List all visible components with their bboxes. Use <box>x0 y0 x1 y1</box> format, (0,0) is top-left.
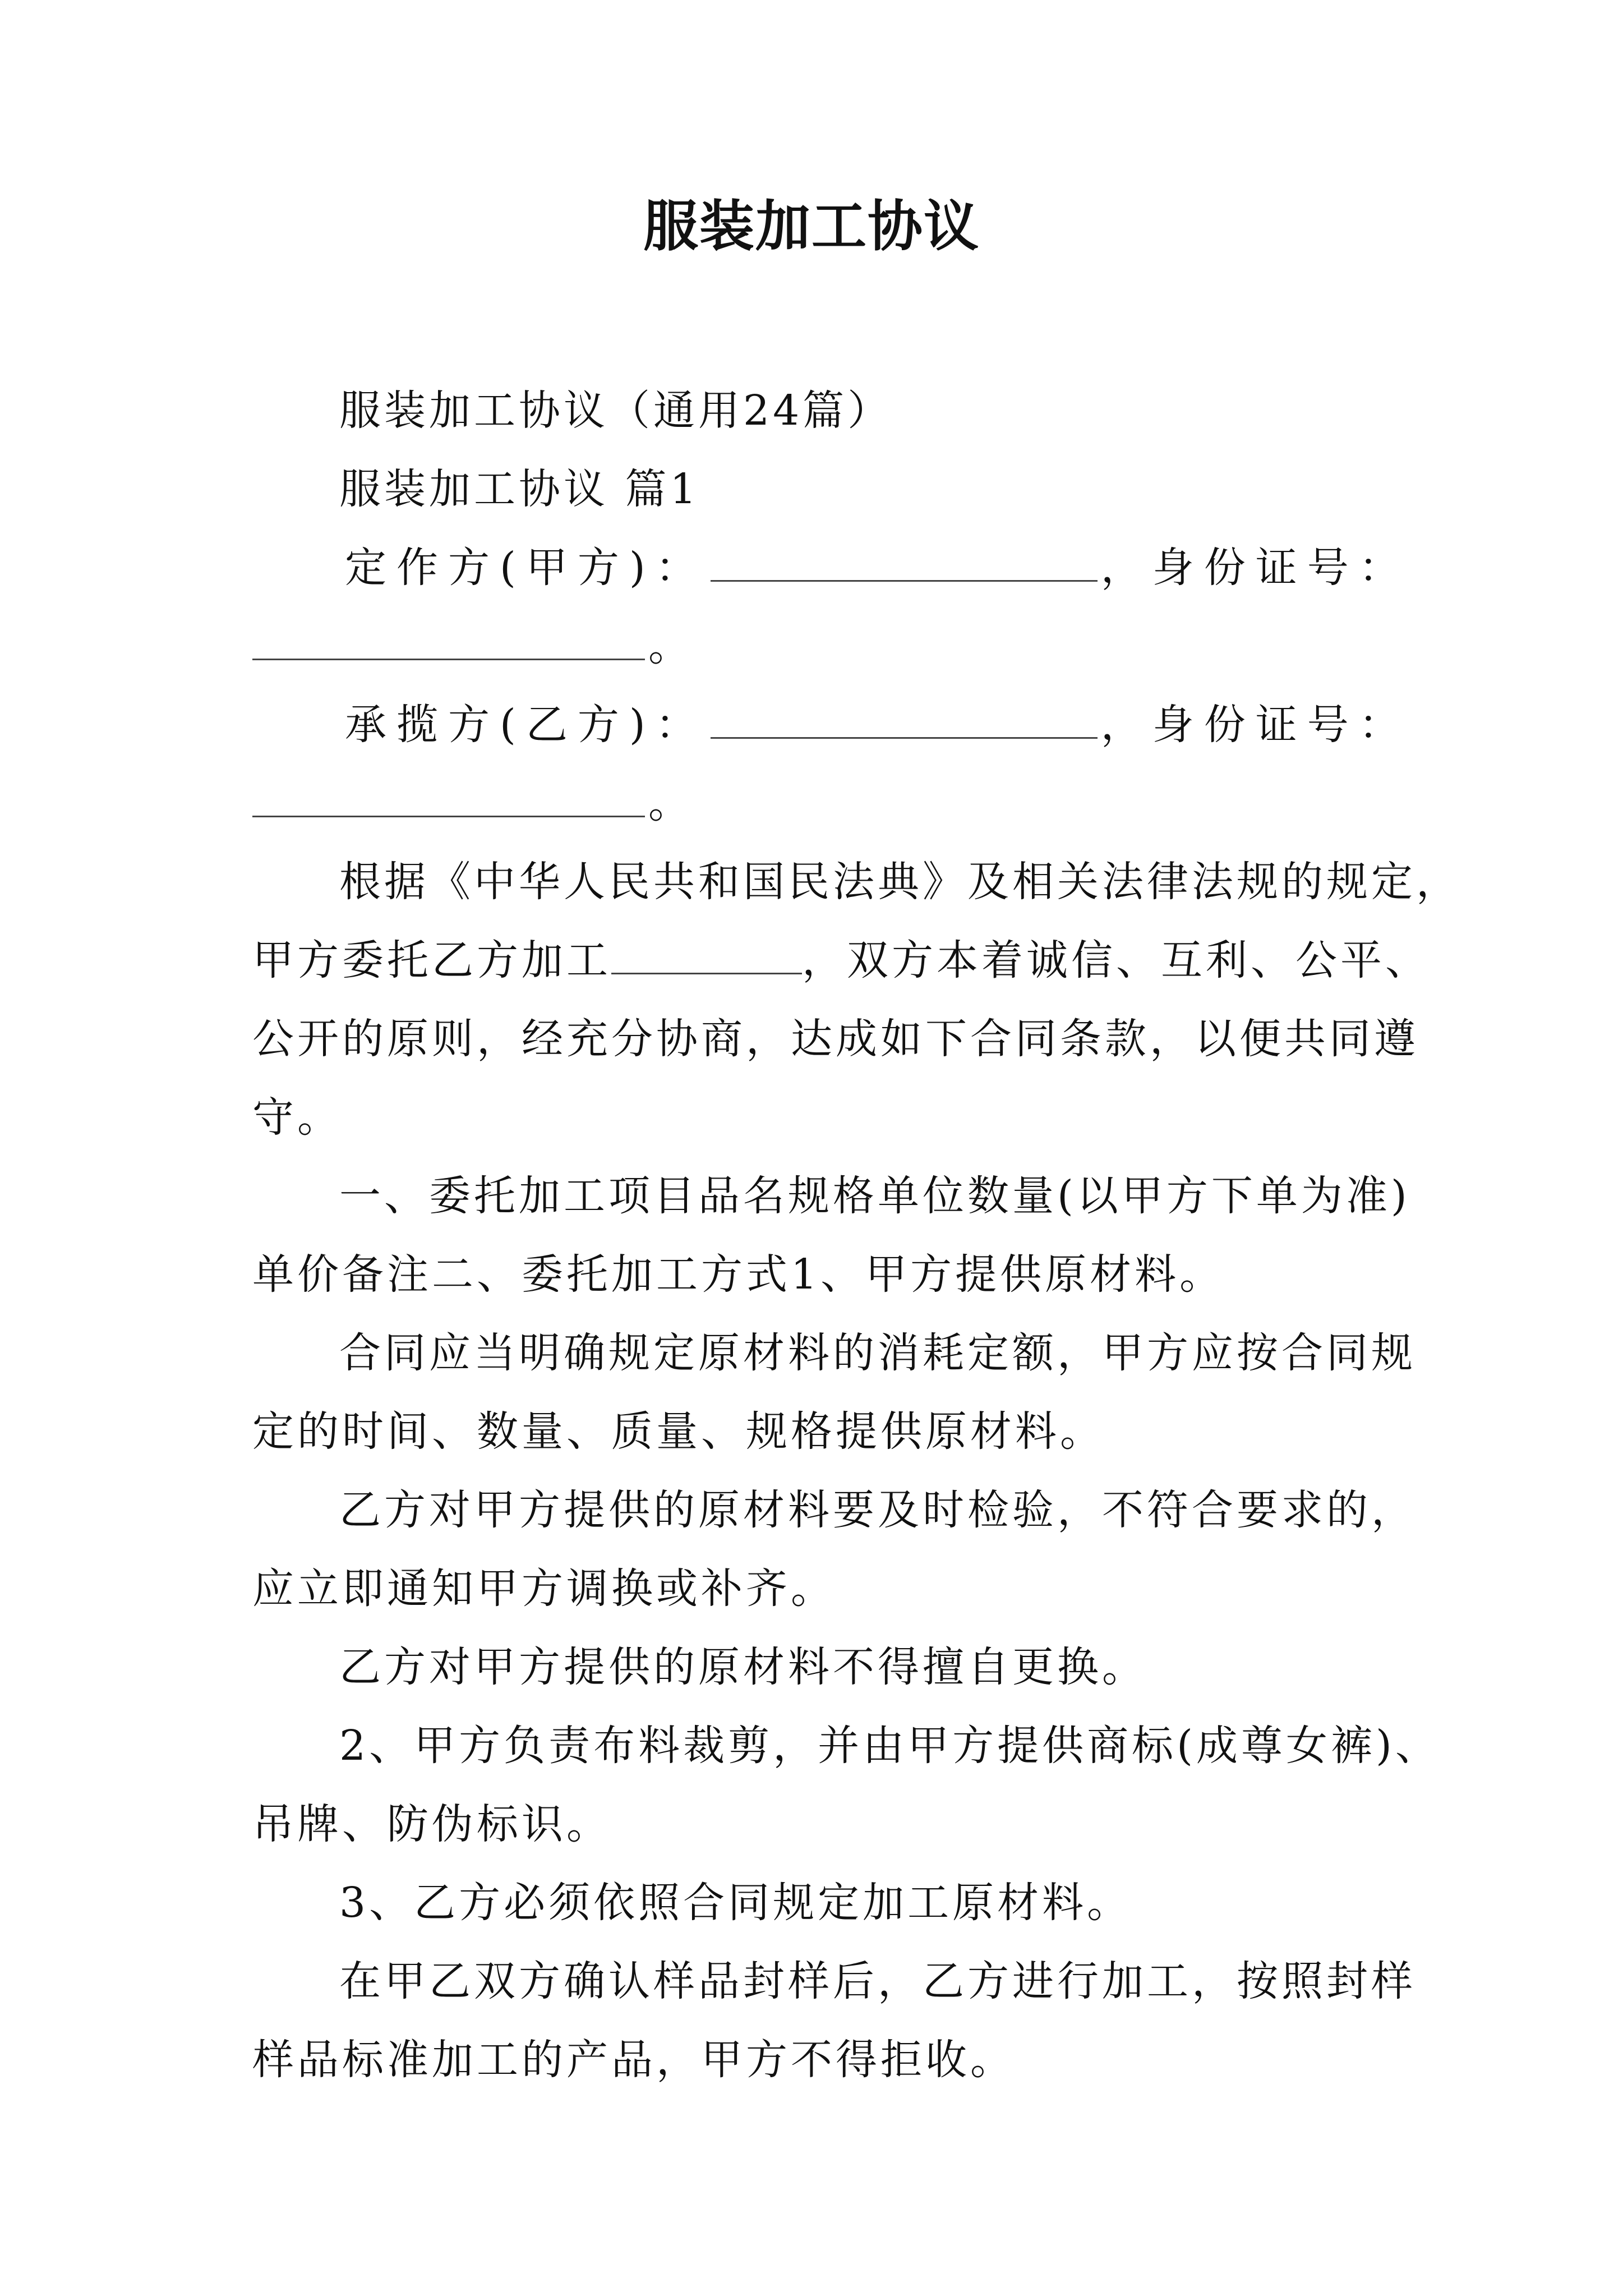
party-a-label: 定作方(甲方)： <box>345 544 707 592</box>
paragraph-1-line-1: 根据《中华人民共和国民法典》及相关法律法规的规定， <box>339 858 1461 906</box>
paragraph-8-line-2: 样品标准加工的产品，甲方不得拒收。 <box>252 2036 1015 2084</box>
party-b-end: 。 <box>648 779 693 827</box>
document-title: 服装加工协议 <box>643 194 980 259</box>
party-a-id-line <box>252 622 693 670</box>
paragraph-8-line-1: 在甲乙双方确认样品封样后，乙方进行加工，按照封样 <box>339 1957 1416 2005</box>
party-b-id-label: ，身份证号： <box>1100 701 1410 749</box>
party-b-name-blank <box>711 731 1098 739</box>
party-b-line <box>345 701 1410 749</box>
paragraph-5-line-1: 乙方对甲方提供的原材料不得擅自更换。 <box>339 1643 1147 1691</box>
party-a-id-label: ，身份证号： <box>1100 544 1410 592</box>
party-b-label: 承揽方(乙方)： <box>345 701 707 749</box>
party-b-id-line <box>252 779 693 827</box>
paragraph-1-line-2 <box>252 936 1430 984</box>
paragraph-7-line-1: 3、乙方必须依照合同规定加工原材料。 <box>339 1879 1132 1927</box>
processing-item-blank <box>611 967 802 974</box>
paragraph-6-line-2: 吊牌、防伪标识。 <box>252 1800 611 1848</box>
paragraph-2-line-2: 单价备注二、委托加工方式1、甲方提供原材料。 <box>252 1250 1225 1299</box>
party-a-end: 。 <box>648 622 693 670</box>
paragraph-3-line-2: 定的时间、数量、质量、规格提供原材料。 <box>252 1407 1105 1456</box>
party-a-name-blank <box>711 574 1098 582</box>
paragraph-6-line-1: 2、甲方负责布料裁剪，并由甲方提供商标(成尊女裤)、 <box>339 1722 1440 1770</box>
paragraph-2-line-1: 一、委托加工项目品名规格单位数量(以甲方下单为准) <box>339 1172 1410 1220</box>
subtitle: 服装加工协议（通用24篇） <box>339 386 893 435</box>
paragraph-4-line-1: 乙方对甲方提供的原材料要及时检验，不符合要求的， <box>339 1486 1416 1534</box>
paragraph-1-line-2-end: ，双方本着诚信、互利、公平、 <box>802 936 1430 984</box>
paragraph-1-line-3: 公开的原则，经充分协商，达成如下合同条款，以便共同遵 <box>252 1015 1419 1063</box>
section-heading: 服装加工协议 篇1 <box>339 465 700 513</box>
paragraph-1-line-4: 守。 <box>252 1093 342 1142</box>
paragraph-4-line-2: 应立即通知甲方调换或补齐。 <box>252 1565 836 1613</box>
paragraph-1-line-2-start: 甲方委托乙方加工 <box>252 936 611 984</box>
party-a-id-blank <box>252 653 645 660</box>
paragraph-3-line-1: 合同应当明确规定原材料的消耗定额，甲方应按合同规 <box>339 1329 1416 1377</box>
party-a-line <box>345 544 1410 592</box>
party-b-id-blank <box>252 810 645 817</box>
